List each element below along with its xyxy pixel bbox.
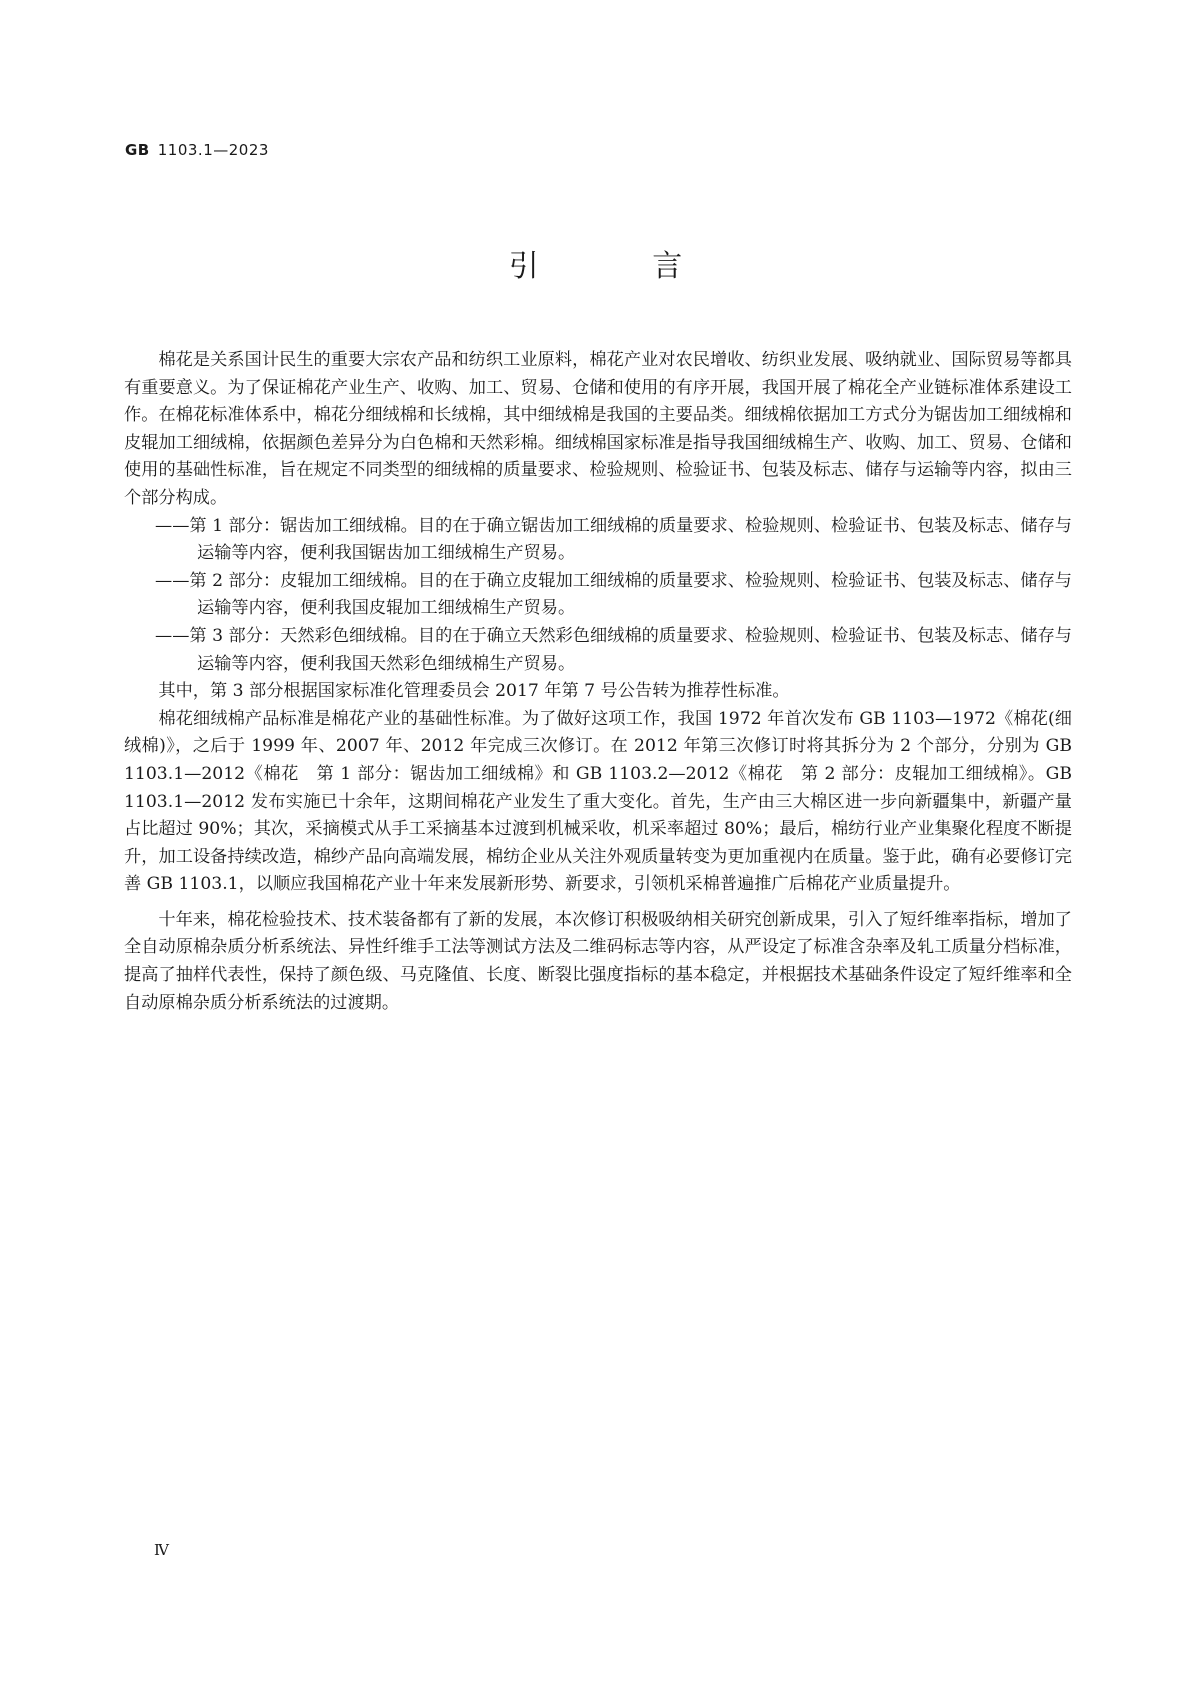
introduction-body [124, 347, 1072, 1017]
standard-number: 1103.1—2023 [157, 141, 269, 159]
standard-number-header [125, 141, 269, 159]
note-paragraph: 其中，第 3 部分根据国家标准化管理委员会 2017 年第 7 号公告转为推荐性标准。 [158, 681, 790, 702]
standard-code: GB [125, 141, 150, 159]
part-list-item: ——第 2 部分：皮辊加工细绒棉。目的在于确立皮辊加工细绒棉的质量要求、检验规则、检验证书、包装及标志、储存与运输等内容，便利我国皮辊加工细绒棉生产贸易。 [155, 570, 1072, 619]
part-list-item: ——第 3 部分：天然彩色细绒棉。目的在于确立天然彩色细绒棉的质量要求、检验规则、检验证书、包装及标志、储存与运输等内容，便利我国天然彩色细绒棉生产贸易。 [155, 625, 1072, 674]
history-paragraph: 棉花细绒棉产品标准是棉花产业的基础性标准。为了做好这项工作，我国 1972 年首次发布 GB 1103—1972《棉花(细绒棉)》，之后于 1999 年、2007 年、2012 年完成三次修订。在 2012 年第三次修订时将其拆分为 2 个部分，分别为 GB 1103.1—2012《棉花 第 1 部分：锯齿加工细绒棉》和 GB 1103.2—2012《棉花 第 2 部分：皮辊加工细绒棉》。GB 1103.1—2012 发布实施已十余年，这期间棉花产业发生了重大变化。首先，生产由三大棉区进一步向新疆集中，新疆产量占比超过 90%；其次，采摘模式从手工采摘基本过渡到机械采收，机采率超过 80%；最后，棉纺行业产业集聚化程度不断提升，加工设备持续改造，棉纱产品向高端发展，棉纺企业从关注外观质量转变为更加重视内在质量。鉴于此，确有必要修订完善 GB 1103.1，以顺应我国棉花产业十年来发展新形势、新要求，引领机采棉普遍推广后棉花产业质量提升。 [124, 708, 1072, 895]
page-title: 引 言 [508, 249, 735, 284]
page-number: Ⅳ [154, 1541, 169, 1559]
part-list-item: ——第 1 部分：锯齿加工细绒棉。目的在于确立锯齿加工细绒棉的质量要求、检验规则、检验证书、包装及标志、储存与运输等内容，便利我国锯齿加工细绒棉生产贸易。 [155, 515, 1072, 564]
paragraph-spacer [124, 899, 1072, 907]
revision-paragraph: 十年来，棉花检验技术、技术装备都有了新的发展，本次修订积极吸纳相关研究创新成果，引入了短纤维率指标，增加了全自动原棉杂质分析系统法、异性纤维手工法等测试方法及二维码标志等内容，从严设定了标准含杂率及轧工质量分档标准，提高了抽样代表性，保持了颜色级、马克隆值、长度、断裂比强度指标的基本稳定，并根据技术基础条件设定了短纤维率和全自动原棉杂质分析系统法的过渡期。 [124, 909, 1072, 1013]
intro-paragraph: 棉花是关系国计民生的重要大宗农产品和纺织工业原料，棉花产业对农民增收、纺织业发展、吸纳就业、国际贸易等都具有重要意义。为了保证棉花产业生产、收购、加工、贸易、仓储和使用的有序开展，我国开展了棉花全产业链标准体系建设工作。在棉花标准体系中，棉花分细绒棉和长绒棉，其中细绒棉是我国的主要品类。细绒棉依据加工方式分为锯齿加工细绒棉和皮辊加工细绒棉，依据颜色差异分为白色棉和天然彩棉。细绒棉国家标准是指导我国细绒棉生产、收购、加工、贸易、仓储和使用的基础性标准，旨在规定不同类型的细绒棉的质量要求、检验规则、检验证书、包装及标志、储存与运输等内容，拟由三个部分构成。 [124, 350, 1072, 508]
